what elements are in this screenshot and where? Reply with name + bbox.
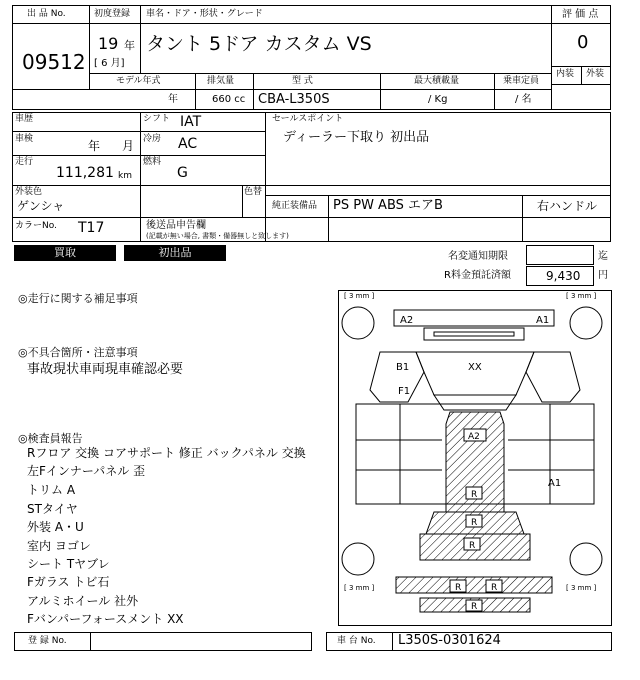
sales-point-value: ディーラー下取り 初出品	[283, 130, 430, 145]
damage-mark: R	[471, 490, 478, 500]
car-damage-diagram	[338, 290, 612, 626]
tire-rear-left	[342, 543, 374, 575]
damage-mark: R	[491, 583, 498, 593]
shift-value: IAT	[180, 114, 202, 130]
max-load-label: 最大積載量	[414, 76, 460, 86]
damage-mark: XX	[468, 362, 482, 373]
car-name-label: 車名・ドア・形状・グレード	[146, 9, 263, 19]
tire-label: [ 3 mm ]	[566, 292, 597, 300]
tag-kaitori: 買取	[14, 245, 116, 261]
mileage-label: 走行	[15, 157, 34, 167]
recycle-label: R料金預託済額	[444, 270, 511, 281]
inspector-line: 外装 A・U	[27, 520, 84, 534]
max-load-value: / Kg	[428, 94, 448, 105]
equipment-label: 純正装備品	[272, 201, 318, 211]
tire-front-right	[570, 307, 602, 339]
damage-mark: B1	[396, 362, 410, 373]
model-code: CBA-L350S	[258, 92, 330, 107]
chassis-label: 車 台 No.	[337, 636, 376, 646]
damage-mark: A2	[468, 432, 480, 442]
color-no-label: カラーNo.	[15, 221, 57, 231]
model-label: 型 式	[292, 76, 313, 86]
inspector-line: 左Fインナーパネル 歪	[27, 464, 146, 478]
capacity-label: 乗車定員	[503, 76, 540, 86]
damage-mark: R	[455, 583, 462, 593]
tag-first-listing: 初出品	[124, 245, 226, 261]
color-label: 外装色	[15, 187, 43, 197]
deadline-box	[526, 245, 594, 265]
damage-mark: R	[469, 541, 476, 551]
after-declaration-label: 後送品申告欄	[146, 220, 206, 231]
damage-mark: R	[471, 518, 478, 528]
car-name: タント 5ドア カスタム VS	[146, 33, 372, 55]
tire-label: [ 3 mm ]	[344, 584, 375, 592]
shaken-label: 車検	[15, 134, 34, 144]
inspector-line: Fバンパーフォースメント XX	[27, 612, 184, 626]
displacement-label: 排気量	[207, 76, 235, 86]
history-label: 車歴	[15, 114, 34, 124]
shift-label: シフト	[143, 114, 171, 124]
exterior-label: 外装	[586, 69, 605, 79]
recycle-value: 9,430	[546, 269, 581, 283]
reg-year-unit: 年	[124, 39, 135, 52]
shaken-year-unit: 年	[88, 139, 101, 153]
steering-value: 右ハンドル	[537, 199, 598, 213]
grade-value: 0	[577, 32, 589, 53]
sales-point-label: セールスポイント	[272, 114, 344, 124]
grade-label: 評 価 点	[562, 9, 599, 20]
model-year-unit: 年	[168, 94, 178, 105]
color-change-label: 色替	[244, 187, 263, 197]
shaken-month-unit: 月	[122, 139, 135, 153]
fuel-label: 燃料	[143, 157, 162, 167]
capacity-value: / 名	[515, 94, 532, 105]
inspector-line: Fガラス トビ石	[27, 575, 110, 589]
defects-text: 事故現状車両現車確認必要	[27, 362, 184, 377]
color-value: ゲンシャ	[17, 199, 65, 213]
color-no-value: T17	[78, 220, 105, 236]
inspector-line: トリム A	[27, 483, 76, 497]
displacement-value: 660 cc	[212, 94, 246, 105]
mileage-unit: km	[118, 171, 132, 181]
damage-mark: A2	[400, 315, 414, 326]
inspector-line: シート Tヤブレ	[27, 557, 110, 571]
ac-label: 冷房	[143, 134, 162, 144]
mileage-value: 111,281	[56, 165, 114, 181]
deadline-unit: 迄	[598, 251, 608, 262]
tire-label: [ 3 mm ]	[566, 584, 597, 592]
tire-label: [ 3 mm ]	[344, 292, 375, 300]
inspector-line: アルミホイール 社外	[27, 594, 139, 608]
inspector-title: ◎検査員報告	[18, 432, 83, 445]
lot-no-label: 出 品 No.	[27, 9, 66, 19]
interior-label: 内装	[556, 69, 575, 79]
chassis-no: L350S-0301624	[398, 633, 501, 648]
reg-year: 19	[98, 34, 119, 53]
inspector-line: STタイヤ	[27, 502, 78, 516]
damage-mark: F1	[398, 386, 411, 397]
deadline-label: 名変通知期限	[448, 251, 508, 262]
inspector-line: Rフロア 交換 コアサポート 修正 バックパネル 交換	[27, 446, 306, 460]
defects-title: ◎不具合箇所・注意事項	[18, 346, 138, 359]
after-declaration-note: (記載が無い場合, 書類・備器無しと致します)	[146, 232, 289, 240]
lot-no: 09512	[22, 50, 86, 74]
registration-label: 登 録 No.	[28, 636, 67, 646]
tire-front-left	[342, 307, 374, 339]
first-reg-label: 初度登録	[94, 9, 131, 19]
recycle-unit: 円	[598, 270, 608, 281]
damage-mark: A1	[536, 315, 550, 326]
damage-mark: A1	[548, 478, 562, 489]
equipment-value: PS PW ABS エアB	[333, 198, 443, 213]
ac-value: AC	[178, 136, 198, 152]
damage-mark: R	[471, 602, 478, 612]
tire-rear-right	[570, 543, 602, 575]
inspector-line: 室内 ヨゴレ	[27, 539, 91, 553]
driving-notes-title: ◎走行に関する補足事項	[18, 292, 138, 305]
fuel-value: G	[177, 165, 188, 181]
model-year-label: モデル年式	[116, 76, 161, 86]
reg-month: [ 6 月]	[94, 58, 125, 69]
